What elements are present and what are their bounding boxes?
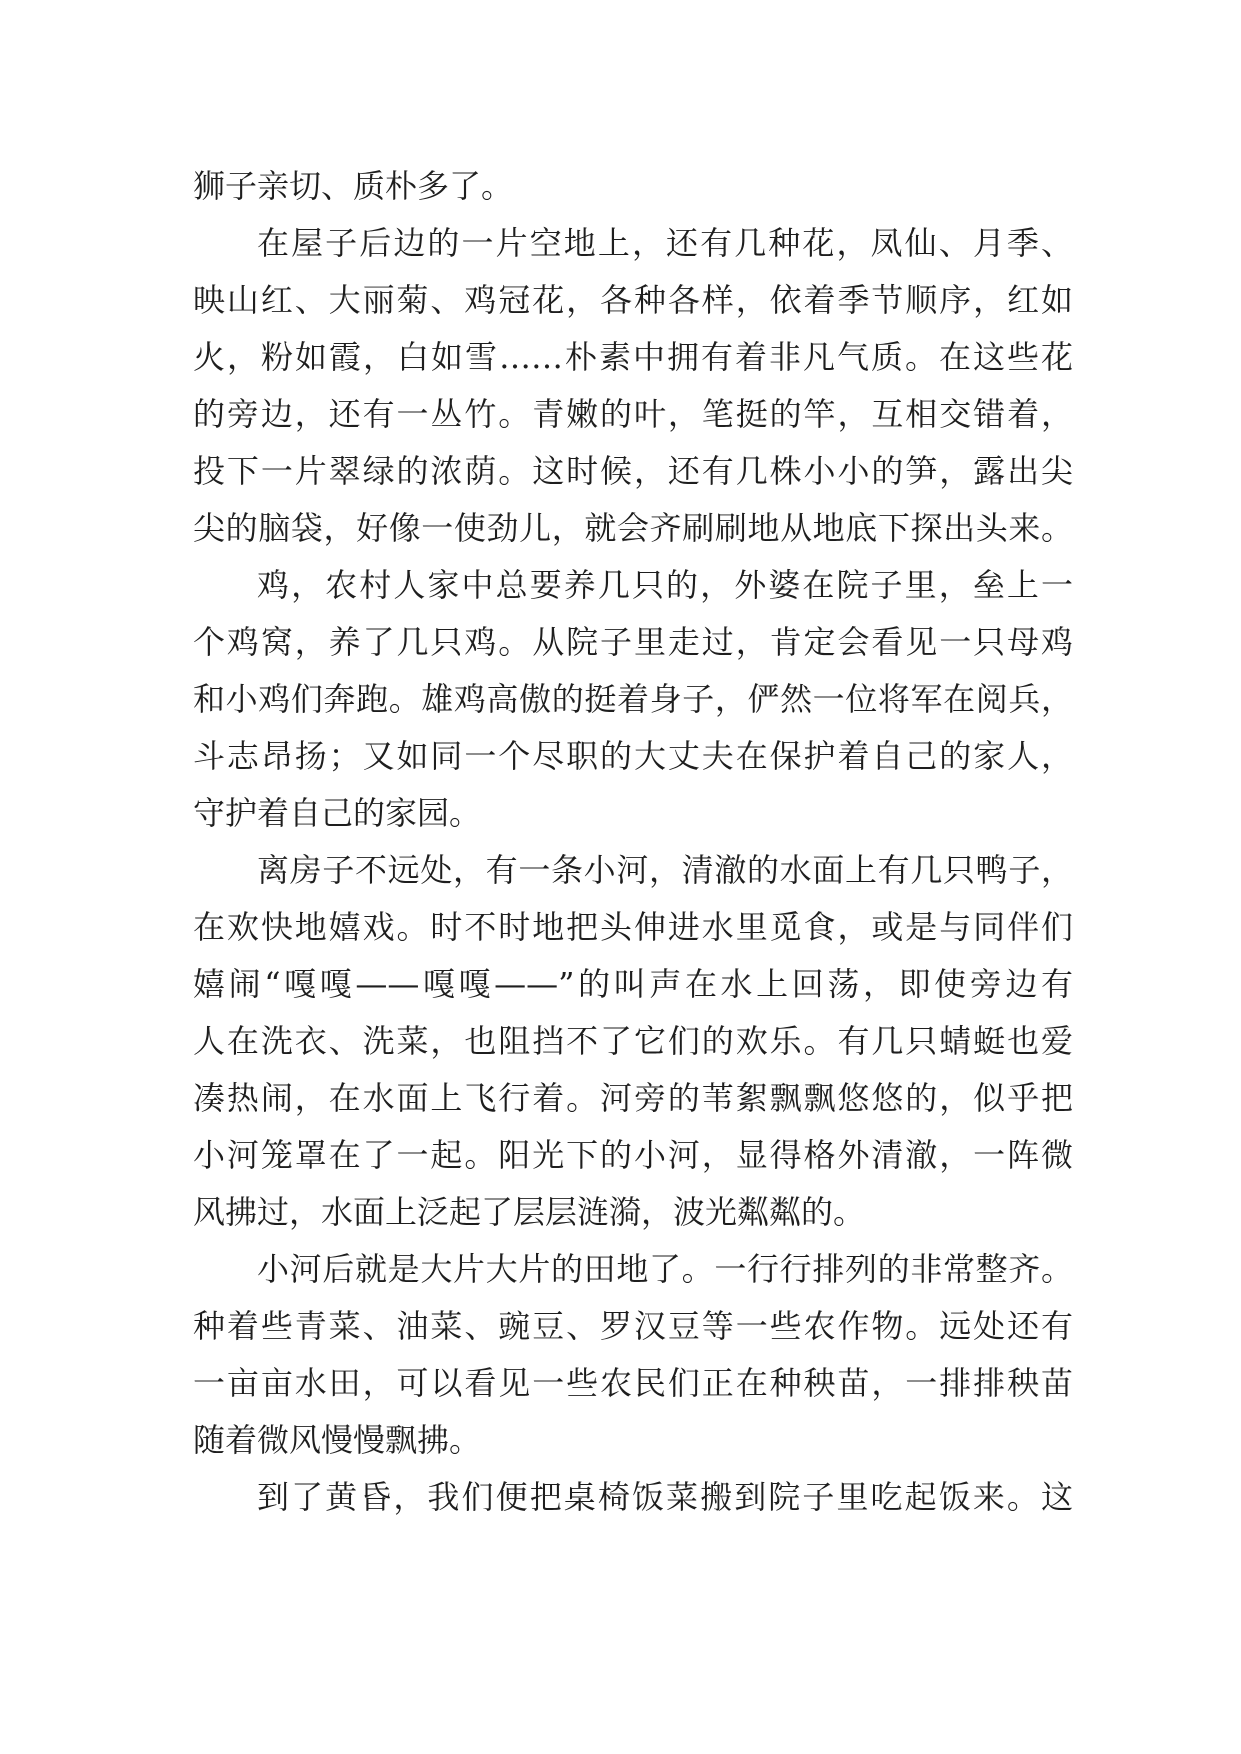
text-line: 凑热闹，在水面上飞行着。河旁的苇絮飘飘悠悠的，似乎把 <box>193 1079 1073 1117</box>
text-line: 随着微风慢慢飘拂。 <box>193 1421 482 1459</box>
paragraph-start-line: 鸡，农村人家中总要养几只的，外婆在院子里，垒上一 <box>257 566 1073 604</box>
text-line: 的旁边，还有一丛竹。青嫩的叶，笔挺的竿，互相交错着， <box>193 395 1073 433</box>
text-line: 一亩亩水田，可以看见一些农民们正在种秧苗，一排排秧苗 <box>193 1364 1073 1402</box>
text-line: 人在洗衣、洗菜，也阻挡不了它们的欢乐。有几只蜻蜓也爱 <box>193 1022 1073 1060</box>
text-line: 斗志昂扬；又如同一个尽职的大丈夫在保护着自己的家人， <box>193 737 1073 775</box>
paragraph-start-line: 在屋子后边的一片空地上，还有几种花，凤仙、月季、 <box>257 224 1073 262</box>
text-line: 小河笼罩在了一起。阳光下的小河，显得格外清澈，一阵微 <box>193 1136 1073 1174</box>
text-line: 尖的脑袋，好像一使劲儿，就会齐刷刷地从地底下探出头来。 <box>193 509 1073 547</box>
text-line: 在欢快地嬉戏。时不时地把头伸进水里觅食，或是与同伴们 <box>193 908 1073 946</box>
paragraph-start-line: 到了黄昏，我们便把桌椅饭菜搬到院子里吃起饭来。这 <box>257 1478 1073 1516</box>
document-body <box>193 158 1073 1526</box>
text-line: 嬉闹“嘎嘎——嘎嘎——”的叫声在水上回荡，即使旁边有 <box>193 965 1073 1003</box>
text-line: 火，粉如霞，白如雪……朴素中拥有着非凡气质。在这些花 <box>193 338 1073 376</box>
paragraph-start-line: 离房子不远处，有一条小河，清澈的水面上有几只鸭子， <box>257 851 1073 889</box>
text-line: 守护着自己的家园。 <box>193 794 482 832</box>
text-line: 狮子亲切、质朴多了。 <box>193 167 514 205</box>
text-line: 和小鸡们奔跑。雄鸡高傲的挺着身子，俨然一位将军在阅兵， <box>193 680 1073 718</box>
paragraph-start-line: 小河后就是大片大片的田地了。一行行排列的非常整齐。 <box>257 1250 1073 1288</box>
text-line: 个鸡窝，养了几只鸡。从院子里走过，肯定会看见一只母鸡 <box>193 623 1073 661</box>
text-line: 映山红、大丽菊、鸡冠花，各种各样，依着季节顺序，红如 <box>193 281 1073 319</box>
text-line: 种着些青菜、油菜、豌豆、罗汉豆等一些农作物。远处还有 <box>193 1307 1073 1345</box>
text-line: 投下一片翠绿的浓荫。这时候，还有几株小小的笋，露出尖 <box>193 452 1073 490</box>
text-line: 风拂过，水面上泛起了层层涟漪，波光粼粼的。 <box>193 1193 866 1231</box>
